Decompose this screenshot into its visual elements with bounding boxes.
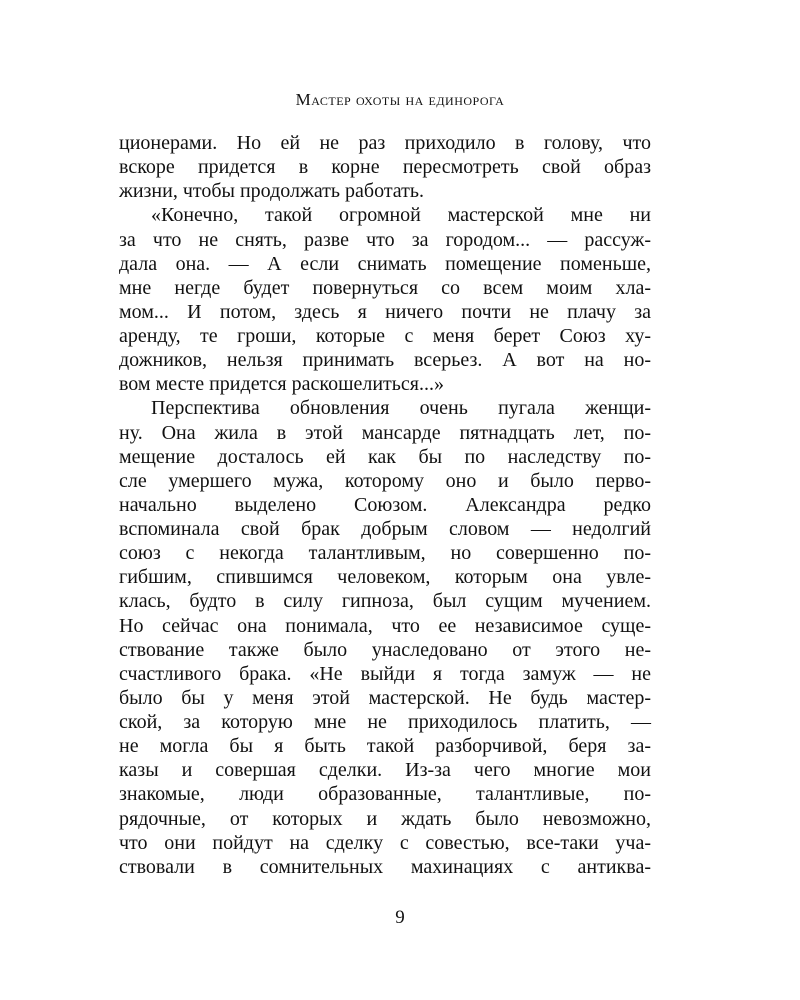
text-line: «Конечно, такой огромной мастерской мне ни	[151, 204, 651, 227]
text-line: Но сейчас она понимала, что ее независимое суще-	[119, 614, 651, 637]
text-line: рядочные, от которых и ждать было невозможно,	[119, 807, 651, 830]
text-line: ционерами. Но ей не раз приходило в голову, что	[119, 132, 651, 154]
body-text	[119, 131, 651, 879]
text-line: жизни, чтобы продолжать работать.	[119, 180, 425, 203]
text-line: клась, будто в силу гипноза, был сущим мучением.	[119, 590, 651, 613]
text-line: вом месте придется раскошелиться...»	[119, 373, 444, 396]
text-line: союз с некогда талантливым, но совершенно по-	[119, 542, 651, 565]
running-header	[0, 88, 800, 112]
text-line: вспоминала свой брак добрым словом — недолгий	[119, 518, 651, 540]
text-line: мом... И потом, здесь я ничего почти не плачу за	[119, 300, 651, 323]
text-line: мне негде будет повернуться со всем моим хла-	[119, 276, 651, 299]
running-title: Мастер охоты на единорога	[295, 90, 505, 109]
text-line: начально выделено Союзом. Александра редко	[119, 493, 651, 516]
text-line: не могла бы я быть такой разборчивой, беря за-	[119, 735, 651, 758]
text-line: аренду, те гроши, которые с меня берет Союз ху-	[119, 325, 651, 347]
text-line: казы и совершая сделки. Из-за чего многие мои	[119, 759, 651, 782]
text-line: счастливого брака. «Не выйди я тогда замуж — не	[119, 662, 651, 685]
text-line: Перспектива обновления очень пугала женщи-	[151, 397, 651, 420]
text-line: гибшим, спившимся человеком, которым она увле-	[119, 566, 651, 589]
text-line: вскоре придется в корне пересмотреть свой образ	[119, 156, 651, 179]
text-line: ствование также было унаследовано от этого не-	[119, 638, 651, 661]
text-line: ну. Она жила в этой мансарде пятнадцать лет, по-	[119, 421, 651, 444]
text-line: ской, за которую мне не приходилось платить, —	[119, 711, 651, 733]
text-line: ствовали в сомнительных махинациях с антиква-	[119, 855, 651, 878]
text-line: дожников, нельзя принимать всерьез. А вот на но-	[119, 349, 651, 372]
text-line: за что не снять, разве что за городом... — рассуж-	[119, 228, 651, 251]
text-line: мещение досталось ей как бы по наследству по-	[119, 445, 651, 468]
text-line: сле умершего мужа, которому оно и было перво-	[119, 469, 651, 492]
text-line: дала она. — А если снимать помещение поменьше,	[119, 252, 651, 275]
text-line: было бы у меня этой мастерской. Не будь мастер-	[119, 686, 651, 709]
text-line: знакомые, люди образованные, талантливые, по-	[119, 783, 651, 806]
page-number: 9	[395, 907, 405, 928]
text-line: что они пойдут на сделку с совестью, все-таки уча-	[119, 831, 651, 854]
